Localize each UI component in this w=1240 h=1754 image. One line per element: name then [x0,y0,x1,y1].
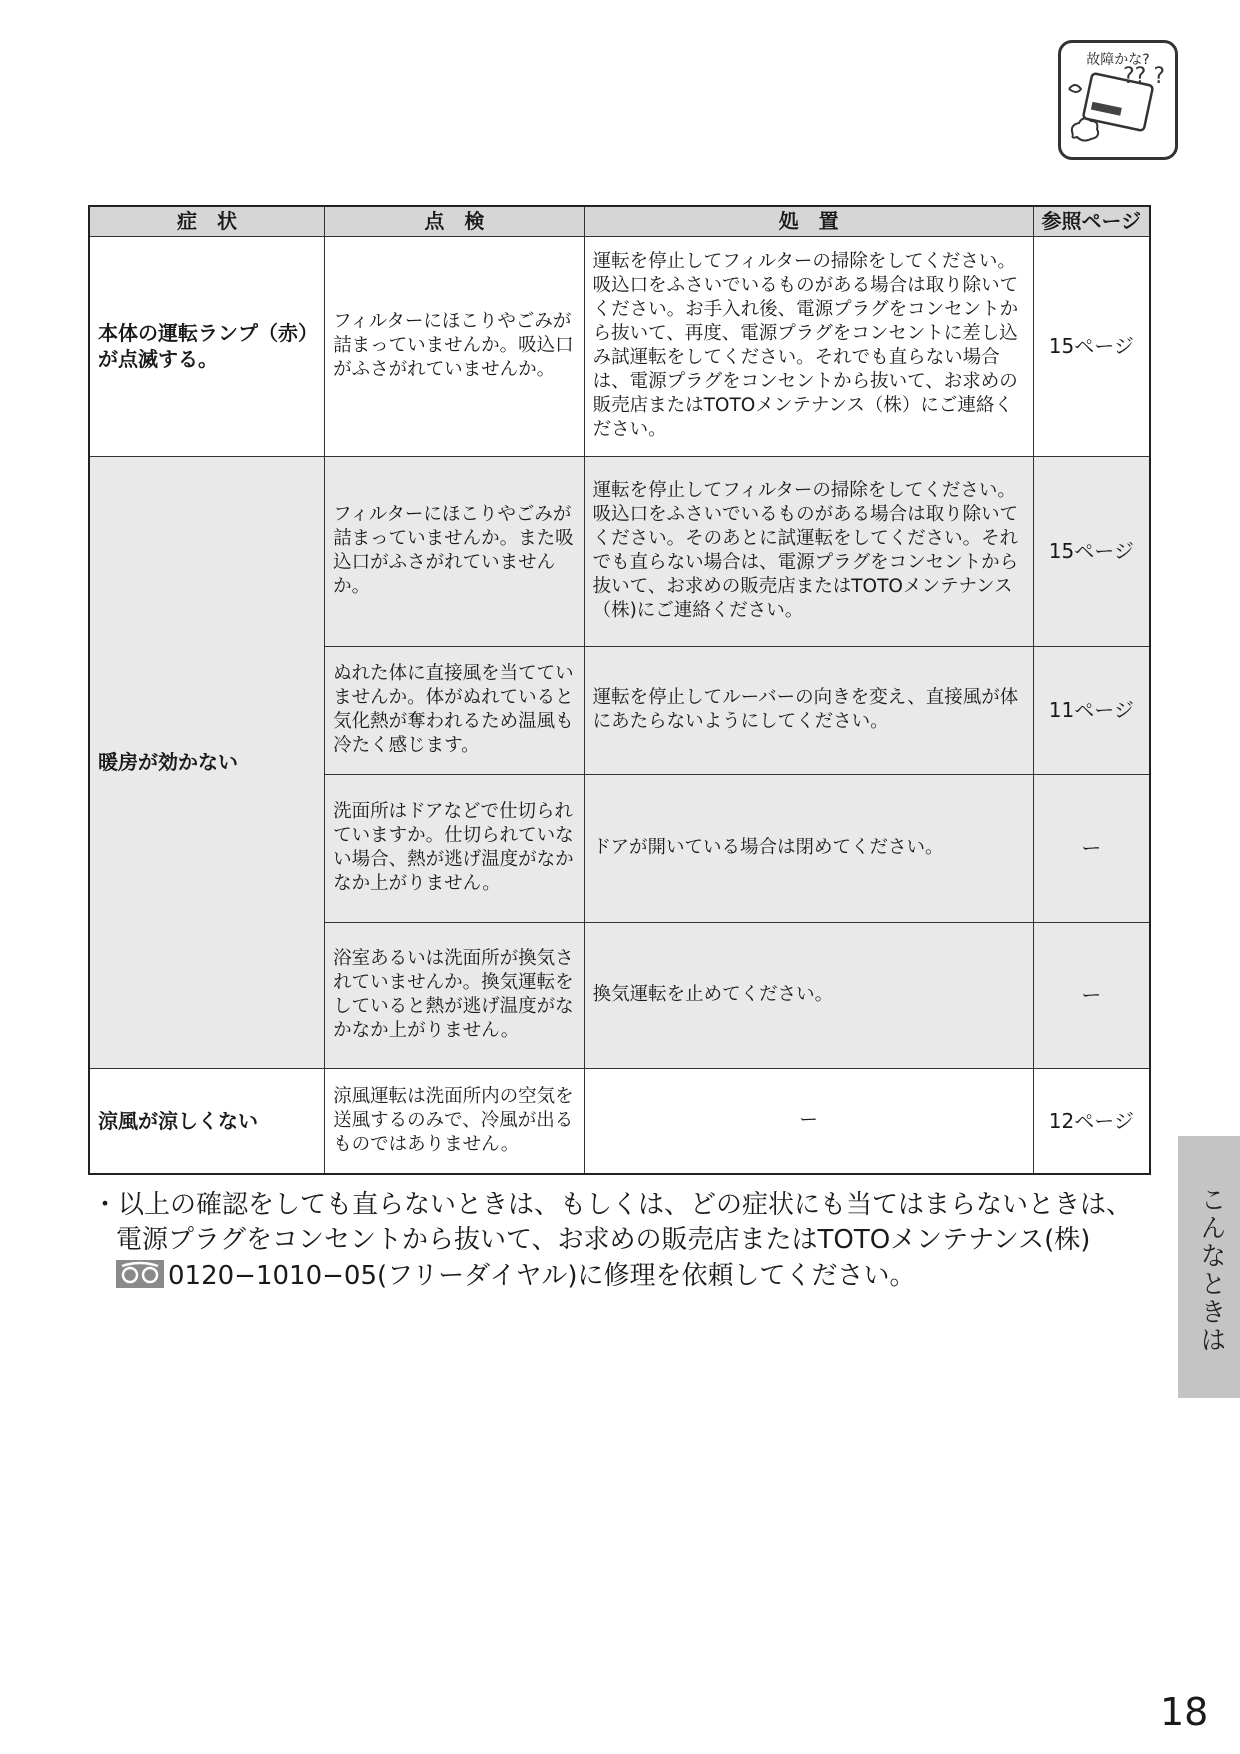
action-cell: ドアが開いている場合は閉めてください。 [584,774,1033,922]
freedial-icon [116,1260,164,1288]
ref-cell: ー [1033,774,1150,922]
side-tab [1178,1136,1240,1398]
table-row [89,236,1150,456]
symptom-cell: 暖房が効かない [89,456,325,1068]
device-question-icon [1061,43,1181,163]
question-marks: ?? ? [1123,64,1166,89]
ref-cell: 15ページ [1033,236,1150,456]
header-action: 処 置 [584,206,1033,236]
note-line-3-wrap [92,1259,1172,1294]
troubleshoot-badge [1058,40,1178,160]
header-ref: 参照ページ [1033,206,1150,236]
check-cell: ぬれた体に直接風を当てていませんか。体がぬれていると気化熱が奪われるため温風も冷たく感じます。 [325,646,584,774]
note-line-3: 0120−1010−05(フリーダイヤル)に修理を依頼してください。 [168,1260,916,1291]
check-cell: 洗面所はドアなどで仕切られていますか。仕切られていない場合、熱が逃げ温度がなかなか上がりません。 [325,774,584,922]
ref-cell: 11ページ [1033,646,1150,774]
badge-label: 故障かな? [1086,52,1150,68]
ref-cell: 15ページ [1033,456,1150,646]
note-line-1: ・以上の確認をしても直らないときは、もしくは、どの症状にも当てはまらないときは、 [92,1190,1133,1220]
check-cell: フィルターにほこりやごみが詰まっていませんか。吸込口がふさがれていませんか。 [325,236,584,456]
table-row [89,1068,1150,1174]
header-symptom: 症 状 [89,206,325,236]
troubleshooting-table [88,205,1151,1175]
repair-note [92,1188,1172,1294]
ref-cell: 12ページ [1033,1068,1150,1174]
check-cell: フィルターにほこりやごみが詰まっていませんか。また吸込口がふさがれていませんか。 [325,456,584,646]
note-line-2: 電源プラグをコンセントから抜いて、お求めの販売店またはTOTOメンテナンス(株) [116,1225,1091,1256]
action-cell: 運転を停止してフィルターの掃除をしてください。吸込口をふさいでいるものがある場合は取り除いてください。お手入れ後、電源プラグをコンセントから抜いて、再度、電源プラグをコンセントに差し込み試運転をしてください。それでも直らない場合は、電源プラグをコンセントから抜いて、お求めの販売店またはTOTOメンテナンス（株）にご連絡ください。 [584,236,1033,456]
table-header-row [89,206,1150,236]
symptom-cell: 涼風が涼しくない [89,1068,325,1174]
action-cell: 運転を停止してフィルターの掃除をしてください。吸込口をふさいでいるものがある場合は取り除いてください。そのあとに試運転をしてください。それでも直らない場合は、電源プラグをコンセントから抜いて、お求めの販売店またはTOTOメンテナンス（株)にご連絡ください。 [584,456,1033,646]
symptom-cell: 本体の運転ランプ（赤）が点滅する。 [89,236,325,456]
action-cell: 運転を停止してルーバーの向きを変え、直接風が体にあたらないようにしてください。 [584,646,1033,774]
ref-cell: ー [1033,922,1150,1068]
header-check: 点 検 [325,206,584,236]
action-cell: 換気運転を止めてください。 [584,922,1033,1068]
side-tab-label: こんなときは [1196,1186,1226,1354]
check-cell: 涼風運転は洗面所内の空気を送風するのみで、冷風が出るものではありません。 [325,1068,584,1174]
page-number: 18 [1160,1690,1209,1734]
action-cell: ー [584,1068,1033,1174]
check-cell: 浴室あるいは洗面所が換気されていませんか。換気運転をしていると熱が逃げ温度がなかなか上がりません。 [325,922,584,1068]
table-row [89,456,1150,646]
